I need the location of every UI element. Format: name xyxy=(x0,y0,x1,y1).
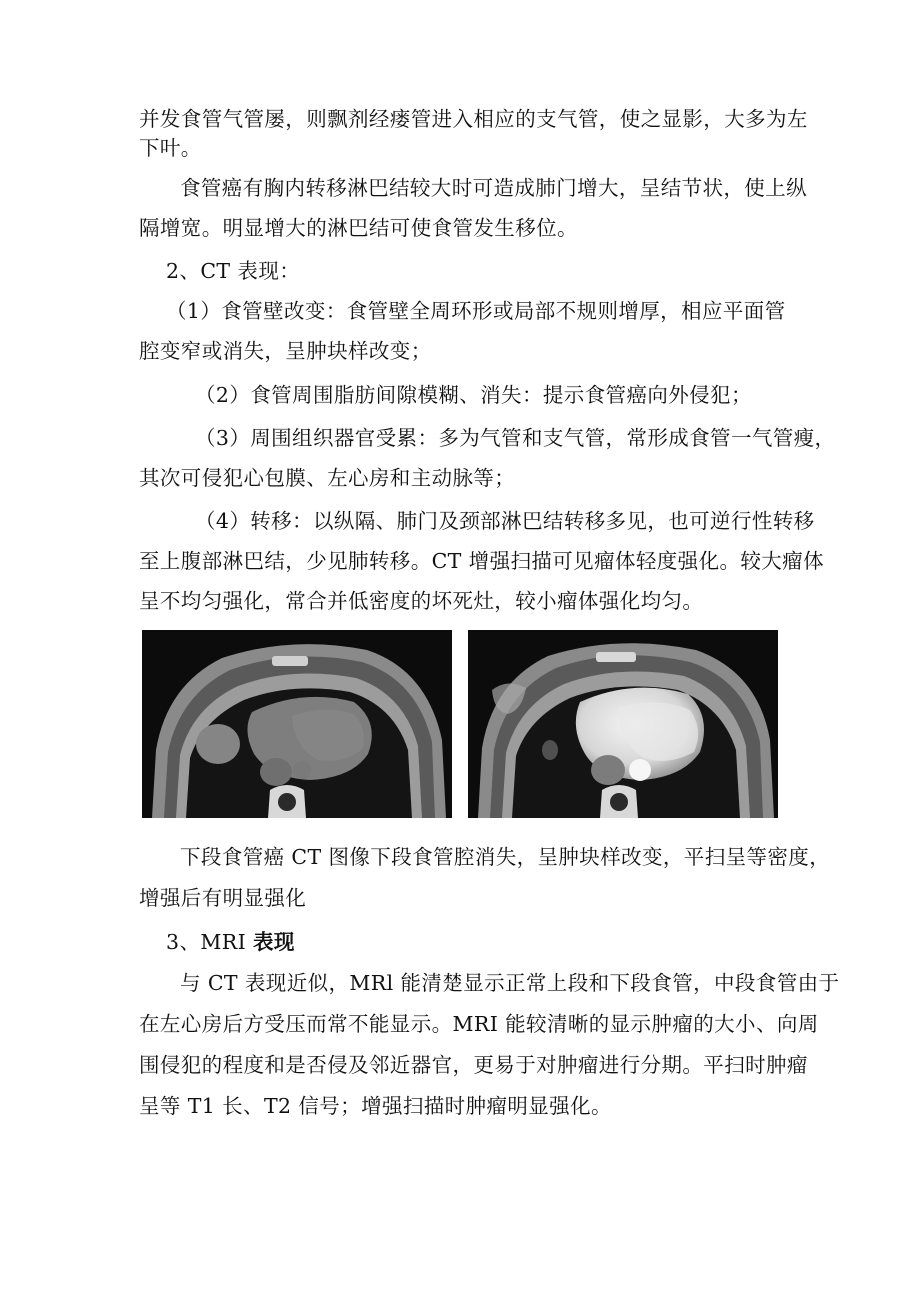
paragraph-line: 呈等 T1 长、T2 信号；增强扫描时肿瘤明显强化。 xyxy=(139,1094,612,1118)
figure-caption-line: 增强后有明显强化 xyxy=(139,886,307,910)
ct-plain-scan-image xyxy=(142,630,452,818)
paragraph-line: （3）周围组织器官受累：多为气管和支气管，常形成食管一气管瘦， xyxy=(195,426,836,450)
section-heading-mri-bold: 表现 xyxy=(252,930,295,954)
paragraph-line: 与 CT 表现近似，MRl 能清楚显示正常上段和下段食管，中段食管由于 xyxy=(180,971,840,995)
paragraph-line: 至上腹部淋巴结，少见肺转移。CT 增强扫描可见瘤体轻度强化。较大瘤体 xyxy=(139,549,824,573)
figure-caption-line: 下段食管癌 CT 图像下段食管腔消失，呈肿块样改变，平扫呈等密度， xyxy=(180,845,831,869)
paragraph-line: 食管癌有胸内转移淋巴结较大时可造成肺门增大，呈结节状，使上纵 xyxy=(180,176,807,200)
paragraph-line: （1）食管壁改变：食管壁全周环形或局部不规则增厚，相应平面管 xyxy=(166,299,786,323)
paragraph-line: 隔增宽。明显增大的淋巴结可使食管发生移位。 xyxy=(139,216,578,240)
paragraph-line: 呈不均匀强化，常合并低密度的坏死灶，较小瘤体强化均匀。 xyxy=(139,589,704,613)
section-heading-mri-prefix: 3、MRI xyxy=(166,930,253,954)
paragraph-line: 下叶。 xyxy=(139,136,202,160)
section-heading-ct: 2、CT 表现： xyxy=(166,259,301,283)
section-heading-mri xyxy=(166,930,295,954)
paragraph-line: 在左心房后方受压而常不能显示。MRI 能较清晰的显示肿瘤的大小、向周 xyxy=(139,1012,819,1036)
paragraph-line: 并发食管气管屡，则飘剂经瘘管进入相应的支气管，使之显影，大多为左 xyxy=(139,107,808,131)
ct-figure xyxy=(142,630,778,818)
paragraph-line: 其次可侵犯心包膜、左心房和主动脉等； xyxy=(139,466,516,490)
paragraph-line: 腔变窄或消失，呈肿块样改变； xyxy=(139,339,432,363)
paragraph-line: 围侵犯的程度和是否侵及邻近器官，更易于对肿瘤进行分期。平扫时肿瘤 xyxy=(139,1053,808,1077)
paragraph-line: （4）转移：以纵隔、肺门及颈部淋巴结转移多见，也可逆行性转移 xyxy=(195,509,815,533)
paragraph-line: （2）食管周围脂肪间隙模糊、消失：提示食管癌向外侵犯； xyxy=(195,383,752,407)
ct-enhanced-scan-image xyxy=(468,630,778,818)
